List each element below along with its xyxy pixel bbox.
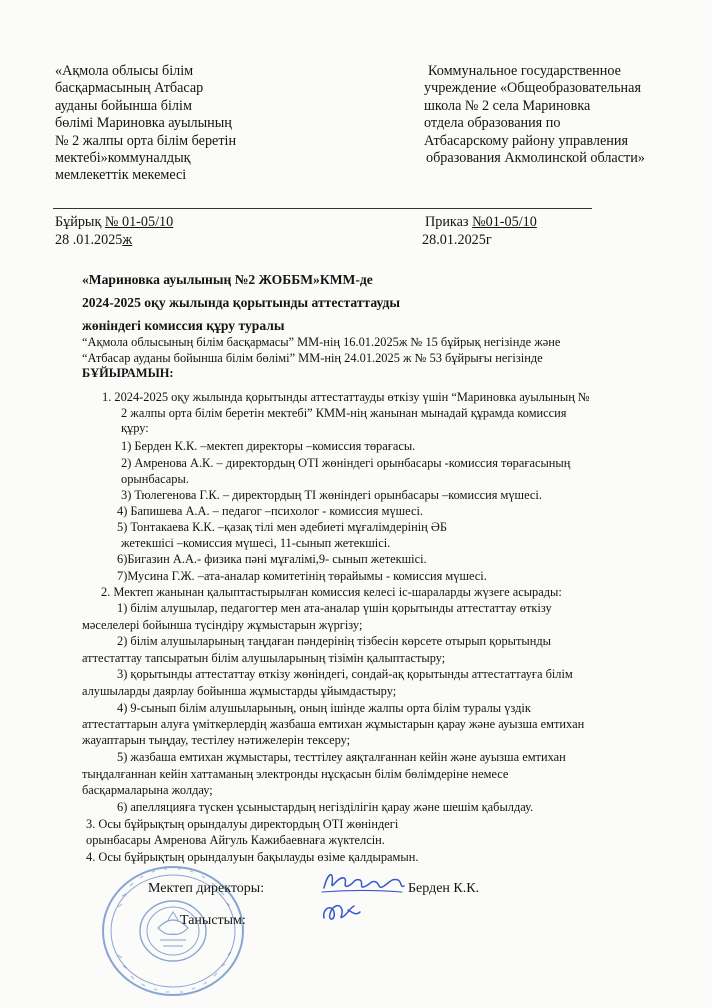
order-number-value-ru: №01-05/10 bbox=[472, 214, 537, 230]
order-number-value-kz: № 01-05/10 bbox=[104, 214, 174, 230]
item2-line: 1) білім алушылар, педагогтер мен ата-аналар үшін қорытынды аттестаттау өткізу bbox=[117, 601, 552, 615]
item2-line: 6) апелляцияға түскен ұсыныстардың негізділігін қарау және шешім қабылдау. bbox=[117, 800, 534, 814]
item3-line: 3. Осы бұйрықтың орындалуы директордың ОТІ жөніндегі bbox=[86, 817, 399, 831]
member-line: 3) Тюлегенова Г.К. – директордың ТІ жөніндегі орынбасары –комиссия мүшесі. bbox=[121, 488, 542, 502]
header-right-line: отдела образования по bbox=[424, 115, 561, 132]
header-left-line: мектебі»коммуналдық bbox=[55, 150, 191, 167]
header-right-line: школа № 2 села Мариновка bbox=[424, 97, 591, 114]
item4-line: 4. Осы бұйрықтың орындалуын бақылауды өзіме қалдырамын. bbox=[86, 850, 419, 864]
item2-line: алушыларды даярлау бойынша жұмыстарды ұйымдастыру; bbox=[82, 684, 397, 698]
header-right-block bbox=[424, 63, 645, 167]
item2-line: 5) жазбаша емтихан жұмыстары, тесттілеу аяқталғаннан кейін және ауызша емтихан bbox=[117, 750, 566, 764]
member-line: 6)Бигазин А.А.- физика пәні мұғалімі,9- сынып жетекшісі. bbox=[117, 552, 427, 566]
order-date-ru: 28.01.2025г bbox=[422, 232, 492, 248]
item2-line: 2) білім алушыларының таңдаған пәндерінің тізбесін көрсете отырып қорытынды bbox=[117, 634, 551, 648]
header-left-line: ауданы бойынша білім bbox=[55, 97, 192, 114]
member-line: 1) Берден К.К. –мектеп директоры –комиссия төрағасы. bbox=[121, 439, 416, 453]
order-command: БҰЙЫРАМЫН: bbox=[82, 366, 174, 380]
doc-title-line: жөніндегі комиссия құру туралы bbox=[82, 318, 285, 333]
member-line: 2) Амренова А.К. – директордың ОТІ жөніндегі орынбасары -комиссия төрағасының bbox=[121, 456, 571, 470]
item2-line: мәселелері бойынша түсіндіру жұмыстарын жүргізу; bbox=[82, 618, 363, 632]
acquainted-label: Таныстым: bbox=[180, 913, 246, 928]
item2-line: аттестаттау тапсыратын білім алушыларының тізімін қалыптастыру; bbox=[82, 651, 446, 665]
item2-line: басқармаларына жолдау; bbox=[82, 783, 213, 797]
header-left-line: «Ақмола облысы білім bbox=[55, 63, 194, 79]
doc-title-line: «Мариновка ауылының №2 ЖОББМ»КММ-де bbox=[82, 272, 373, 287]
item1-line: 2 жалпы орта білім беретін мектебі” КММ-нің жанынан мынадай құрамда комиссия bbox=[121, 406, 567, 420]
order-date-kz bbox=[55, 232, 132, 249]
doc-title-line: 2024-2025 оқу жылында қорытынды аттестаттауды bbox=[82, 295, 400, 310]
header-left-line: бөлімі Мариновка ауылының bbox=[55, 115, 232, 132]
item2-line: 4) 9-сынып білім алушыларының, оның ішінде жалпы орта білім туралы үздік bbox=[117, 701, 531, 715]
item2-line: тыңдалғаннан кейін хаттаманың электронды нұсқасын білім бөлімдеріне немесе bbox=[82, 767, 509, 781]
item2-intro: 2. Мектеп жанынан қалыптастырылған комиссия келесі іс-шараларды жүзеге асырады: bbox=[101, 585, 562, 599]
director-name: Берден К.К. bbox=[408, 881, 480, 896]
director-label: Мектеп директоры: bbox=[148, 881, 265, 896]
order-date-value-kz: 28 .01.2025 bbox=[55, 232, 123, 248]
header-right-line: Атбасарскому району управления bbox=[424, 132, 629, 149]
order-date-suffix-kz: ж bbox=[122, 232, 133, 248]
header-left-line: басқармасының Атбасар bbox=[55, 80, 204, 97]
item1-line: 1. 2024-2025 оқу жылында қорытынды аттестаттауды өткізу үшін “Мариновка ауылының № bbox=[102, 390, 590, 404]
header-left-block bbox=[55, 63, 236, 185]
item2-line: аттестаттарын алуға үміткерлердің жазбаша емтихан жұмыстарын қарау және ауызша емтихан bbox=[82, 717, 585, 731]
order-label-kz: Бұйрық bbox=[55, 214, 105, 230]
header-left-line: мемлекеттік мекемесі bbox=[55, 167, 187, 184]
member-line: 4) Бапишева А.А. – педагог –психолог - комиссия мүшесі. bbox=[117, 504, 424, 518]
acquainted-signature-icon bbox=[318, 898, 364, 928]
member-line: 5) Тонтакаева К.К. –қазақ тілі мен әдебиеті мұғалімдерінің ӘБ bbox=[117, 520, 447, 534]
header-right-line: образования Акмолинской области» bbox=[426, 150, 645, 167]
order-label-ru: Приказ bbox=[425, 214, 473, 230]
header-left-line: № 2 жалпы орта білім беретін bbox=[55, 132, 237, 149]
header-right-line: Коммунальное государственное bbox=[428, 63, 621, 79]
intro-line: “Ақмола облысының білім басқармасы” ММ-нің 16.01.2025ж № 15 бұйрық негізінде және bbox=[82, 335, 561, 349]
header-divider bbox=[53, 208, 592, 209]
item3-line: орынбасары Амренова Айгуль Кажибаевнаға жүктелсін. bbox=[86, 833, 385, 847]
item1-line: құру: bbox=[121, 421, 149, 435]
header-right-line: учреждение «Общеобразовательная bbox=[424, 80, 641, 97]
intro-line: “Атбасар ауданы бойынша білім бөлімі” ММ-нің 24.01.2025 ж № 53 бұйрығы негізінде bbox=[82, 351, 543, 365]
member-line: орынбасары. bbox=[121, 472, 189, 486]
director-signature-icon bbox=[318, 866, 408, 900]
member-line: 7)Мусина Г.Ж. –ата-аналар комитетінің төрайымы - комиссия мүшесі. bbox=[117, 569, 487, 583]
item2-line: 3) қорытынды аттестаттау өткізу жөніндегі, сондай-ақ қорытынды аттестаттауға білім bbox=[117, 667, 573, 681]
order-number-ru bbox=[425, 214, 537, 231]
order-number-kz bbox=[55, 214, 173, 231]
member-line: жетекшісі –комиссия мүшесі, 11-сынып жетекшісі. bbox=[121, 536, 391, 550]
item2-line: жауаптарын тыңдау, тестілеу нәтижелерін тексеру; bbox=[82, 733, 351, 747]
